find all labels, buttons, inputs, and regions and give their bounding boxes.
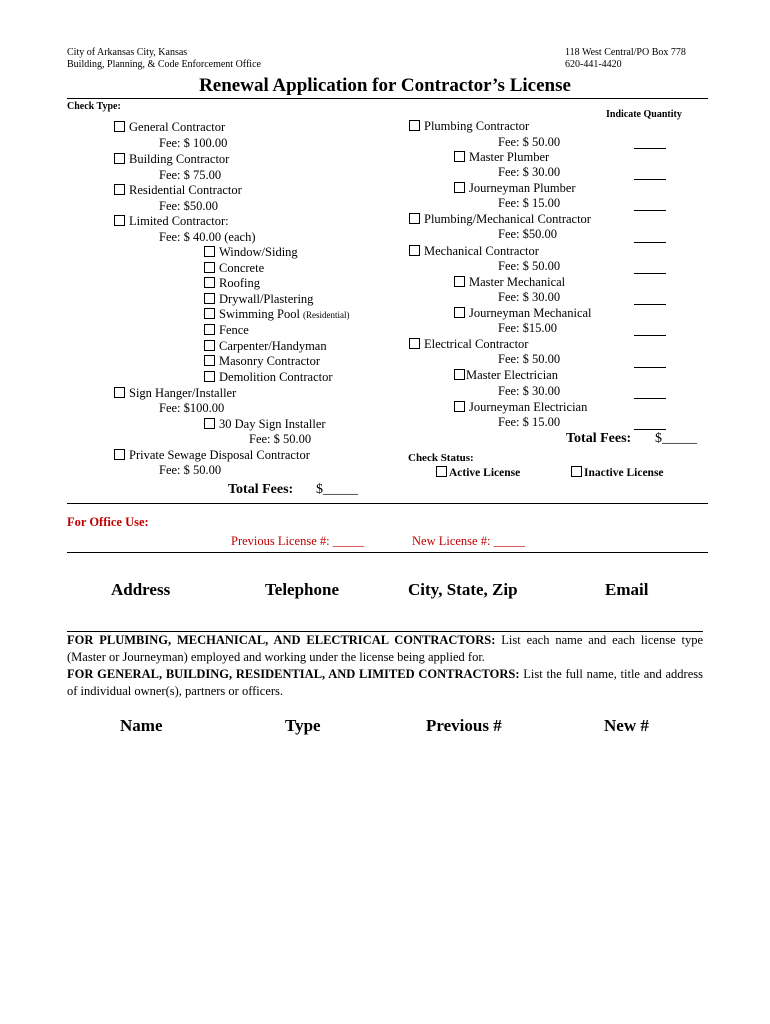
qty-journeyman-mechanical[interactable] (634, 335, 666, 336)
col-name: Name (120, 716, 163, 735)
checkbox[interactable] (436, 466, 447, 477)
checkbox[interactable] (114, 387, 125, 398)
org-address: 118 West Central/PO Box 778 (565, 47, 686, 58)
window-siding-option[interactable]: Window/Siding (204, 245, 298, 260)
electrical-fee: Fee: $ 50.00 (498, 352, 561, 366)
check-type-label: Check Type: (67, 101, 121, 112)
left-total-label: Total Fees: (228, 482, 294, 497)
new-license-field[interactable]: New License #: _____ (412, 534, 525, 548)
building-fee: Fee: $ 75.00 (159, 168, 222, 182)
checkbox[interactable] (114, 153, 125, 164)
residential-fee: Fee: $50.00 (159, 199, 219, 213)
swimming-pool-option[interactable]: Swimming Pool (Residential) (204, 307, 350, 323)
section-rule (67, 503, 708, 504)
master-mechanical-fee: Fee: $ 30.00 (498, 290, 561, 304)
check-status-label: Check Status: (408, 452, 474, 464)
masonry-option[interactable]: Masonry Contractor (204, 354, 320, 369)
journeyman-plumber-fee: Fee: $ 15.00 (498, 196, 561, 210)
journeyman-electrician-fee: Fee: $ 15.00 (498, 415, 561, 429)
previous-license-field[interactable]: Previous License #: _____ (231, 534, 364, 548)
concrete-option[interactable]: Concrete (204, 261, 264, 276)
indicate-quantity-label: Indicate Quantity (606, 109, 682, 120)
qty-plumbing[interactable] (634, 148, 666, 149)
general-contractor-option[interactable]: General Contractor (114, 120, 225, 135)
plumbing-contractor-option[interactable]: Plumbing Contractor (409, 119, 529, 134)
carpenter-option[interactable]: Carpenter/Handyman (204, 339, 327, 354)
checkbox[interactable] (409, 120, 420, 131)
sewage-option[interactable]: Private Sewage Disposal Contractor (114, 448, 310, 463)
journeyman-mechanical-fee: Fee: $15.00 (498, 321, 558, 335)
col-type: Type (285, 716, 321, 735)
org-office: Building, Planning, & Code Enforcement Office (67, 59, 261, 70)
master-plumber-option[interactable]: Master Plumber (454, 150, 549, 165)
checkbox[interactable] (454, 307, 465, 318)
checkbox[interactable] (454, 276, 465, 287)
checkbox[interactable] (204, 293, 215, 304)
inactive-license-option[interactable]: Inactive License (571, 466, 664, 481)
col-telephone: Telephone (265, 580, 340, 599)
checkbox[interactable] (204, 355, 215, 366)
qty-electrical[interactable] (634, 367, 666, 368)
general-fee: Fee: $ 100.00 (159, 136, 228, 150)
electrical-contractor-option[interactable]: Electrical Contractor (409, 337, 528, 352)
checkbox[interactable] (204, 340, 215, 351)
sign-fee: Fee: $100.00 (159, 401, 225, 415)
limited-contractor-option[interactable]: Limited Contractor: (114, 214, 229, 229)
qty-journeyman-electrician[interactable] (634, 429, 666, 430)
office-use-label: For Office Use: (67, 515, 149, 529)
qty-master-electrician[interactable] (634, 398, 666, 399)
instructions-trades: FOR PLUMBING, MECHANICAL, AND ELECTRICAL CONTRACTORS: List each name and each license type (Master or Journeyman) employed and working under the license being applied for. (67, 633, 703, 664)
col-city-state-zip: City, State, Zip (408, 580, 518, 599)
roofing-option[interactable]: Roofing (204, 276, 260, 291)
checkbox[interactable] (204, 308, 215, 319)
col-address: Address (111, 580, 171, 599)
checkbox[interactable] (204, 246, 215, 257)
plumbing-fee: Fee: $ 50.00 (498, 135, 561, 149)
checkbox[interactable] (204, 277, 215, 288)
checkbox[interactable] (114, 215, 125, 226)
checkbox[interactable] (204, 324, 215, 335)
qty-mechanical[interactable] (634, 273, 666, 274)
qty-master-mechanical[interactable] (634, 304, 666, 305)
sign-30day-fee: Fee: $ 50.00 (249, 432, 312, 446)
checkbox[interactable] (454, 369, 465, 380)
checkbox[interactable] (409, 338, 420, 349)
page-title: Renewal Application for Contractor’s License (199, 75, 571, 96)
checkbox[interactable] (114, 184, 125, 195)
qty-plumbing-mechanical[interactable] (634, 242, 666, 243)
checkbox[interactable] (571, 466, 582, 477)
journeyman-electrician-option[interactable]: Journeyman Electrician (454, 400, 587, 415)
col-email: Email (605, 580, 649, 599)
residential-contractor-option[interactable]: Residential Contractor (114, 183, 242, 198)
sign-30day-option[interactable]: 30 Day Sign Installer (204, 417, 326, 432)
checkbox[interactable] (454, 182, 465, 193)
demolition-option[interactable]: Demolition Contractor (204, 370, 333, 385)
sewage-fee: Fee: $ 50.00 (159, 463, 222, 477)
checkbox[interactable] (204, 418, 215, 429)
checkbox[interactable] (204, 262, 215, 273)
journeyman-plumber-option[interactable]: Journeyman Plumber (454, 181, 576, 196)
checkbox[interactable] (114, 121, 125, 132)
master-mechanical-option[interactable]: Master Mechanical (454, 275, 565, 290)
title-rule (67, 98, 708, 99)
plumbing-mechanical-option[interactable]: Plumbing/Mechanical Contractor (409, 212, 591, 227)
active-license-option[interactable]: Active License (436, 466, 520, 481)
col-previous-number: Previous # (426, 716, 502, 735)
drywall-option[interactable]: Drywall/Plastering (204, 292, 313, 307)
building-contractor-option[interactable]: Building Contractor (114, 152, 229, 167)
master-plumber-fee: Fee: $ 30.00 (498, 165, 561, 179)
checkbox[interactable] (409, 245, 420, 256)
qty-journeyman-plumber[interactable] (634, 210, 666, 211)
left-total-value[interactable]: $_____ (316, 482, 358, 497)
right-total-label: Total Fees: (566, 431, 632, 446)
plumbing-mechanical-fee: Fee: $50.00 (498, 227, 558, 241)
checkbox[interactable] (454, 151, 465, 162)
mechanical-contractor-option[interactable]: Mechanical Contractor (409, 244, 539, 259)
sign-hanger-option[interactable]: Sign Hanger/Installer (114, 386, 236, 401)
master-electrician-option[interactable]: Master Electrician (454, 368, 558, 383)
checkbox[interactable] (454, 401, 465, 412)
fence-option[interactable]: Fence (204, 323, 249, 338)
org-phone: 620-441-4420 (565, 59, 622, 70)
qty-master-plumber[interactable] (634, 179, 666, 180)
checkbox[interactable] (114, 449, 125, 460)
master-electrician-fee: Fee: $ 30.00 (498, 384, 561, 398)
office-rule (67, 552, 708, 553)
org-name: City of Arkansas City, Kansas (67, 47, 188, 58)
checkbox[interactable] (409, 213, 420, 224)
right-total-value[interactable]: $_____ (655, 431, 697, 446)
instructions-owners: FOR GENERAL, BUILDING, RESIDENTIAL, AND LIMITED CONTRACTORS: List the full name, title and address of individual owner(s), partners or officers. (67, 667, 703, 698)
col-new-number: New # (604, 716, 649, 735)
limited-fee: Fee: $ 40.00 (each) (159, 230, 256, 244)
journeyman-mechanical-option[interactable]: Journeyman Mechanical (454, 306, 592, 321)
mechanical-fee: Fee: $ 50.00 (498, 259, 561, 273)
checkbox[interactable] (204, 371, 215, 382)
